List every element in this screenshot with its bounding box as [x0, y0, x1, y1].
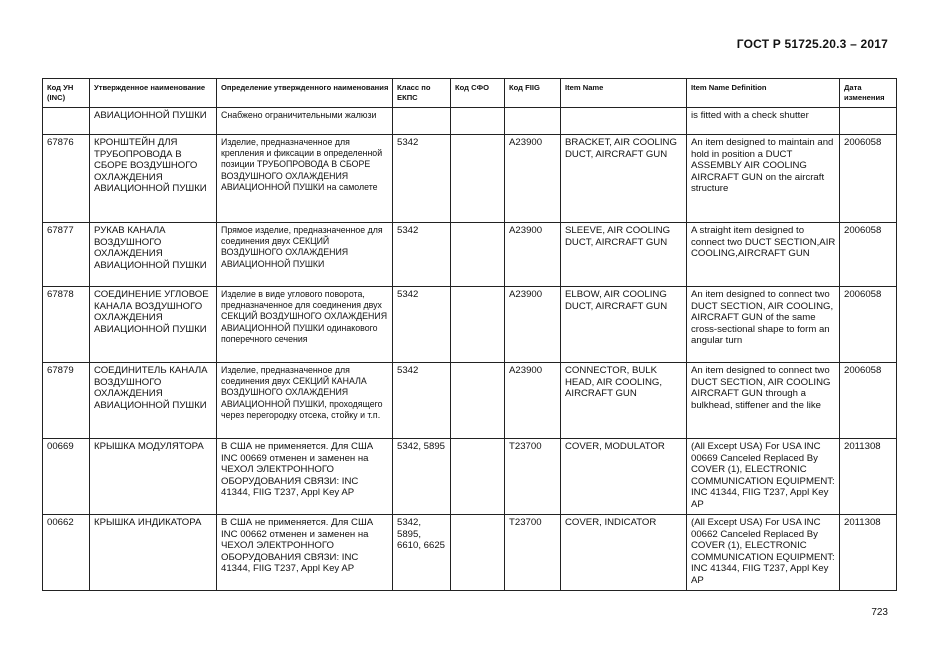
cell-approved-name: СОЕДИНИТЕЛЬ КАНАЛА ВОЗДУШНОГО ОХЛАЖДЕНИЯ АВИАЦИОННОЙ ПУШКИ: [90, 363, 217, 439]
cell-class: 5342: [393, 135, 451, 223]
cell-sfo: [451, 108, 505, 135]
cell-approved-name: КРЫШКА МОДУЛЯТОРА: [90, 439, 217, 515]
cell-inc: 67876: [43, 135, 90, 223]
cell-class: 5342: [393, 223, 451, 287]
cell-fiig: T23700: [505, 439, 561, 515]
cell-item-name: SLEEVE, AIR COOLING DUCT, AIRCRAFT GUN: [561, 223, 687, 287]
cell-inc: 00669: [43, 439, 90, 515]
cell-definition: Снабжено ограничительными жалюзи: [217, 108, 393, 135]
col-header-sfo: Код СФО: [451, 79, 505, 108]
cell-item-name: BRACKET, AIR COOLING DUCT, AIRCRAFT GUN: [561, 135, 687, 223]
cell-sfo: [451, 223, 505, 287]
cell-class: [393, 108, 451, 135]
cell-item-definition: (All Except USA) For USA INC 00669 Canceled Replaced By COVER (1), ELECTRONIC COMMUNICATION EQUIPMENT: INC 41344, FIIG T237, Appl Key AP: [687, 439, 840, 515]
cell-inc: 67879: [43, 363, 90, 439]
table-row: [43, 135, 897, 223]
cell-sfo: [451, 287, 505, 363]
cell-approved-name: РУКАВ КАНАЛА ВОЗДУШНОГО ОХЛАЖДЕНИЯ АВИАЦИОННОЙ ПУШКИ: [90, 223, 217, 287]
cell-item-definition: A straight item designed to connect two DUCT SECTION,AIR COOLING,AIRCRAFT GUN: [687, 223, 840, 287]
cell-definition: Изделие, предназначенное для соединения двух СЕКЦИЙ КАНАЛА ВОЗДУШНОГО ОХЛАЖДЕНИЯ АВИАЦИОННОЙ ПУШКИ, проходящего через перегородку отсека, стойку и т.п.: [217, 363, 393, 439]
cell-item-name: COVER, MODULATOR: [561, 439, 687, 515]
cell-sfo: [451, 135, 505, 223]
document-title: ГОСТ Р 51725.20.3 – 2017: [736, 37, 888, 51]
cell-class: 5342: [393, 363, 451, 439]
cell-item-definition: An item designed to maintain and hold in position a DUCT ASSEMBLY AIR COOLING AIRCRAFT GUN on the aircraft structure: [687, 135, 840, 223]
cell-definition: В США не применяется. Для США INC 00669 отменен и заменен на ЧЕХОЛ ЭЛЕКТРОННОГО ОБОРУДОВАНИЯ СВЯЗИ: INC 41344, FIIG T237, Appl Key AP: [217, 439, 393, 515]
cell-class: 5342: [393, 287, 451, 363]
classification-table-container: [42, 78, 896, 591]
cell-definition: Изделие в виде углового поворота, предназначенное для соединения двух СЕКЦИЙ ВОЗДУШНОГО ОХЛАЖДЕНИЯ АВИАЦИОННОЙ ПУШКИ одинакового поперечного сечения: [217, 287, 393, 363]
cell-fiig: A23900: [505, 135, 561, 223]
cell-inc: 00662: [43, 515, 90, 591]
cell-approved-name: СОЕДИНЕНИЕ УГЛОВОЕ КАНАЛА ВОЗДУШНОГО ОХЛАЖДЕНИЯ АВИАЦИОННОЙ ПУШКИ: [90, 287, 217, 363]
col-header-definition: Определение утвержденного наименования: [217, 79, 393, 108]
table-header-row: [43, 79, 897, 108]
cell-change-date: [840, 108, 897, 135]
table-row: [43, 223, 897, 287]
cell-change-date: 2006058: [840, 363, 897, 439]
col-header-item-name: Item Name: [561, 79, 687, 108]
cell-change-date: 2006058: [840, 223, 897, 287]
cell-item-name: [561, 108, 687, 135]
table-row: [43, 287, 897, 363]
table-row: [43, 108, 897, 135]
page-number: 723: [871, 607, 888, 618]
col-header-class: Класс по ЕКПС: [393, 79, 451, 108]
cell-approved-name: АВИАЦИОННОЙ ПУШКИ: [90, 108, 217, 135]
cell-inc: [43, 108, 90, 135]
cell-class: 5342, 5895: [393, 439, 451, 515]
col-header-inc: Код УН (INC): [43, 79, 90, 108]
col-header-item-definition: Item Name Definition: [687, 79, 840, 108]
cell-inc: 67878: [43, 287, 90, 363]
cell-change-date: 2011308: [840, 439, 897, 515]
cell-approved-name: КРОНШТЕЙН ДЛЯ ТРУБОПРОВОДА В СБОРЕ ВОЗДУШНОГО ОХЛАЖДЕНИЯ АВИАЦИОННОЙ ПУШКИ: [90, 135, 217, 223]
cell-inc: 67877: [43, 223, 90, 287]
cell-item-name: ELBOW, AIR COOLING DUCT, AIRCRAFT GUN: [561, 287, 687, 363]
cell-fiig: A23900: [505, 363, 561, 439]
col-header-approved-name: Утвержденное наименование: [90, 79, 217, 108]
cell-item-definition: (All Except USA) For USA INC 00662 Canceled Replaced By COVER (1), ELECTRONIC COMMUNICATION EQUIPMENT: INC 41344, FIIG T237, Appl Key AP: [687, 515, 840, 591]
cell-item-name: CONNECTOR, BULK HEAD, AIR COOLING, AIRCRAFT GUN: [561, 363, 687, 439]
cell-change-date: 2006058: [840, 135, 897, 223]
cell-definition: Прямое изделие, предназначенное для соединения двух СЕКЦИЙ ВОЗДУШНОГО ОХЛАЖДЕНИЯ АВИАЦИОННОЙ ПУШКИ: [217, 223, 393, 287]
cell-fiig: A23900: [505, 287, 561, 363]
cell-fiig: T23700: [505, 515, 561, 591]
cell-item-definition: An item designed to connect two DUCT SECTION, AIR COOLING, AIRCRAFT GUN of the same cross-sectional shape to form an angular turn: [687, 287, 840, 363]
cell-change-date: 2006058: [840, 287, 897, 363]
cell-sfo: [451, 515, 505, 591]
cell-fiig: A23900: [505, 223, 561, 287]
cell-item-definition: is fitted with a check shutter: [687, 108, 840, 135]
col-header-fiig: Код FIIG: [505, 79, 561, 108]
cell-item-name: COVER, INDICATOR: [561, 515, 687, 591]
cell-fiig: [505, 108, 561, 135]
cell-definition: В США не применяется. Для США INC 00662 отменен и заменен на ЧЕХОЛ ЭЛЕКТРОННОГО ОБОРУДОВАНИЯ СВЯЗИ: INC 41344, FIIG T237, Appl Key AP: [217, 515, 393, 591]
table-row: [43, 363, 897, 439]
cell-class: 5342, 5895, 6610, 6625: [393, 515, 451, 591]
cell-definition: Изделие, предназначенное для крепления и фиксации в определенной позиции ТРУБОПРОВОДА В СБОРЕ ВОЗДУШНОГО ОХЛАЖДЕНИЯ АВИАЦИОННОЙ ПУШКИ на самолете: [217, 135, 393, 223]
cell-change-date: 2011308: [840, 515, 897, 591]
classification-table: [42, 78, 897, 591]
cell-item-definition: An item designed to connect two DUCT SECTION, AIR COOLING AIRCRAFT GUN through a bulkhead, stiffener and the like: [687, 363, 840, 439]
cell-sfo: [451, 439, 505, 515]
col-header-change-date: Дата изменения: [840, 79, 897, 108]
cell-approved-name: КРЫШКА ИНДИКАТОРА: [90, 515, 217, 591]
table-row: [43, 515, 897, 591]
cell-sfo: [451, 363, 505, 439]
table-row: [43, 439, 897, 515]
